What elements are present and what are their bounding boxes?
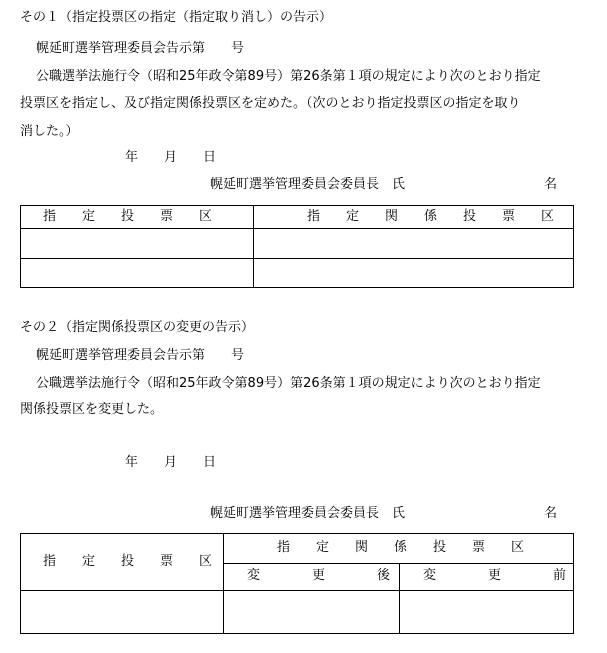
notice2-body-line2: 関係投票区を変更した。	[20, 402, 164, 417]
table-header-designated-district: 指 定 投 票 区	[43, 554, 213, 569]
notice2-number: 幌延町選挙管理委員会告示第 号	[36, 348, 245, 363]
notice1-body-line1: 公職選挙法施行令（昭和25年政令第89号）第26条第１項の規定により次のとおり指定	[36, 69, 541, 84]
table-subheader-before-change: 変 更 前	[423, 568, 567, 583]
notice2-heading: その２（指定関係投票区の変更の告示）	[20, 320, 255, 335]
table-header-related-district: 指 定 関 係 投 票 区	[277, 540, 525, 555]
notice1-heading: その１（指定投票区の指定（指定取り消し）の告示）	[20, 10, 333, 25]
notice1-signer-name-mark: 名	[544, 177, 558, 192]
notice1-table	[20, 205, 574, 288]
notice1-number: 幌延町選挙管理委員会告示第 号	[36, 41, 245, 56]
table-cell-empty[interactable]	[22, 259, 252, 288]
notice1-body-line2: 投票区を指定し、及び指定関係投票区を定めた。（次のとおり指定投票区の指定を取り	[20, 96, 521, 111]
notice2-signer: 幌延町選挙管理委員会委員長 氏	[210, 506, 406, 521]
table-subheader-after-change: 変 更 後	[247, 568, 391, 583]
table-cell-empty[interactable]	[224, 591, 398, 634]
notice1-date: 年 月 日	[125, 150, 217, 165]
table-cell-empty[interactable]	[254, 229, 574, 258]
notice1-signer: 幌延町選挙管理委員会委員長 氏	[210, 177, 406, 192]
notice2-body-line1: 公職選挙法施行令（昭和25年政令第89号）第26条第１項の規定により次のとおり指定	[36, 376, 541, 391]
table-cell-empty[interactable]	[22, 591, 222, 634]
notice1-body-line3: 消した。）	[20, 124, 79, 139]
notice2-date: 年 月 日	[125, 455, 217, 470]
table-cell-empty[interactable]	[400, 591, 574, 634]
table-header-designated-district: 指 定 投 票 区	[43, 209, 213, 224]
table-header-related-district: 指 定 関 係 投 票 区	[307, 209, 555, 224]
table-cell-empty[interactable]	[254, 259, 574, 288]
table-cell-empty[interactable]	[22, 229, 252, 258]
table-divider	[223, 563, 573, 564]
notice2-signer-name-mark: 名	[544, 506, 558, 521]
notice2-table	[20, 533, 574, 634]
